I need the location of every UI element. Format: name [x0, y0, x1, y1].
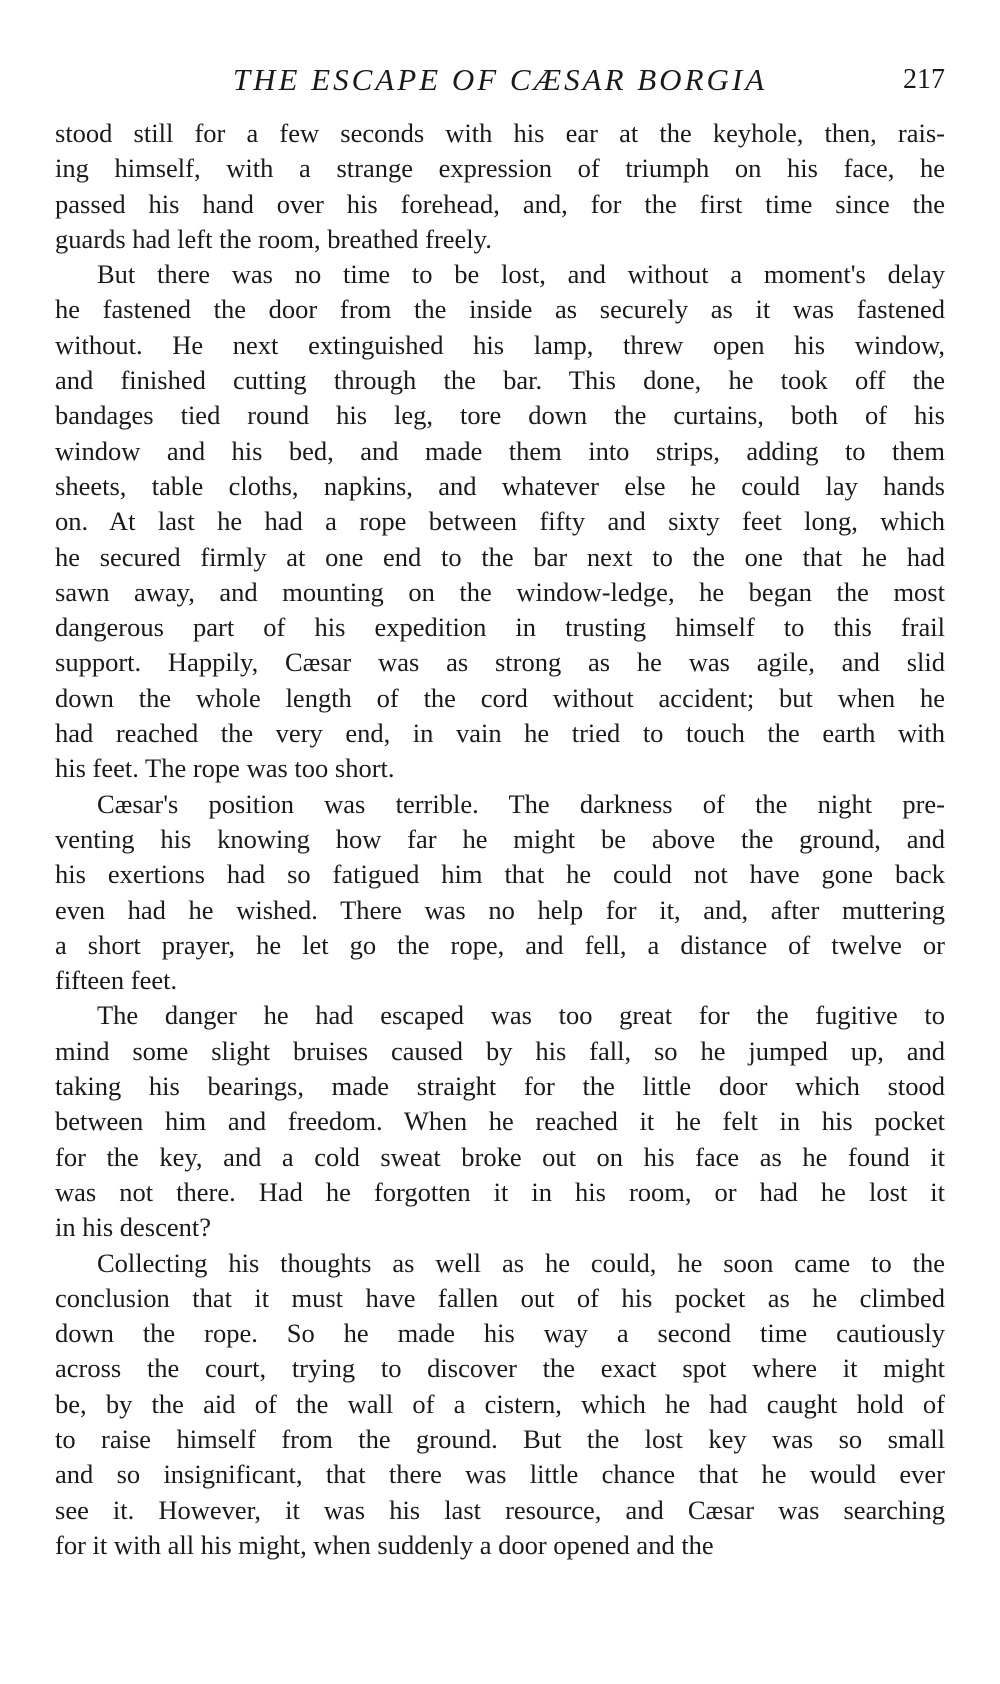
- paragraph: [55, 257, 945, 786]
- text-line: support. Happily, Cæsar was as strong as he was agile, and slid: [55, 647, 945, 678]
- text-line: Collecting his thoughts as well as he could, he soon came to the: [97, 1247, 945, 1278]
- text-line: fifteen feet.: [55, 965, 178, 996]
- text-line: stood still for a few seconds with his ear at the keyhole, then, rais-: [55, 118, 945, 148]
- text-line: for it with all his might, when suddenly a door opened and the: [55, 1529, 714, 1560]
- paragraph: [55, 1246, 945, 1564]
- text-line: be, by the aid of the wall of a cistern, which he had caught hold of: [55, 1388, 945, 1419]
- text-line: between him and freedom. When he reached it he felt in his pocket: [55, 1106, 945, 1137]
- page-number: 217: [903, 64, 945, 95]
- text-line: without. He next extinguished his lamp, threw open his window,: [55, 329, 945, 360]
- text-line: a short prayer, he let go the rope, and fell, a distance of twelve or: [55, 929, 945, 960]
- text-line: Cæsar's position was terrible. The darkness of the night pre-: [97, 788, 945, 819]
- text-line: guards had left the room, breathed freely.: [55, 223, 492, 254]
- text-line: to raise himself from the ground. But the lost key was so small: [55, 1423, 945, 1454]
- text-line: down the whole length of the cord without accident; but when he: [55, 682, 945, 713]
- text-line: his feet. The rope was too short.: [55, 753, 395, 784]
- text-line: for the key, and a cold sweat broke out on his face as he found it: [55, 1141, 945, 1172]
- text-line: his exertions had so fatigued him that he could not have gone back: [55, 859, 945, 890]
- text-line: on. At last he had a rope between fifty and sixty feet long, which: [55, 506, 945, 537]
- running-title: THE ESCAPE OF CÆSAR BORGIA: [232, 62, 768, 97]
- text-line: passed his hand over his forehead, and, for the first time since the: [55, 188, 945, 219]
- text-line: taking his bearings, made straight for the little door which stood: [55, 1071, 945, 1102]
- text-line: sawn away, and mounting on the window-ledge, he began the most: [55, 576, 945, 607]
- text-line: window and his bed, and made them into strips, adding to them: [55, 435, 945, 466]
- text-line: had reached the very end, in vain he tried to touch the earth with: [55, 718, 945, 749]
- text-line: dangerous part of his expedition in trusting himself to this frail: [55, 612, 945, 643]
- paragraph: [55, 116, 945, 257]
- text-line: even had he wished. There was no help for it, and, after muttering: [55, 894, 945, 925]
- text-line: venting his knowing how far he might be above the ground, and: [55, 823, 945, 854]
- text-line: and finished cutting through the bar. This done, he took off the: [55, 365, 945, 396]
- text-line: was not there. Had he forgotten it in his room, or had he lost it: [55, 1176, 945, 1207]
- paragraph: [55, 787, 945, 999]
- text-line: bandages tied round his leg, tore down the curtains, both of his: [55, 400, 945, 431]
- paragraph: [55, 998, 945, 1245]
- text-line: he fastened the door from the inside as securely as it was fastened: [55, 294, 945, 325]
- body-text: [55, 116, 945, 1563]
- text-line: down the rope. So he made his way a second time cautiously: [55, 1318, 945, 1349]
- text-line: across the court, trying to discover the exact spot where it might: [55, 1353, 945, 1384]
- text-line: ing himself, with a strange expression of triumph on his face, he: [55, 153, 945, 184]
- text-line: see it. However, it was his last resource, and Cæsar was searching: [55, 1494, 945, 1525]
- text-line: and so insignificant, that there was little chance that he would ever: [55, 1459, 945, 1490]
- text-line: The danger he had escaped was too great for the fugitive to: [97, 1000, 945, 1031]
- running-head: [55, 60, 945, 100]
- text-line: he secured firmly at one end to the bar next to the one that he had: [55, 541, 945, 572]
- text-line: But there was no time to be lost, and without a moment's delay: [97, 259, 945, 290]
- text-line: sheets, table cloths, napkins, and whatever else he could lay hands: [55, 470, 945, 501]
- text-line: in his descent?: [55, 1212, 212, 1243]
- text-line: mind some slight bruises caused by his fall, so he jumped up, and: [55, 1035, 945, 1066]
- text-line: conclusion that it must have fallen out of his pocket as he climbed: [55, 1282, 945, 1313]
